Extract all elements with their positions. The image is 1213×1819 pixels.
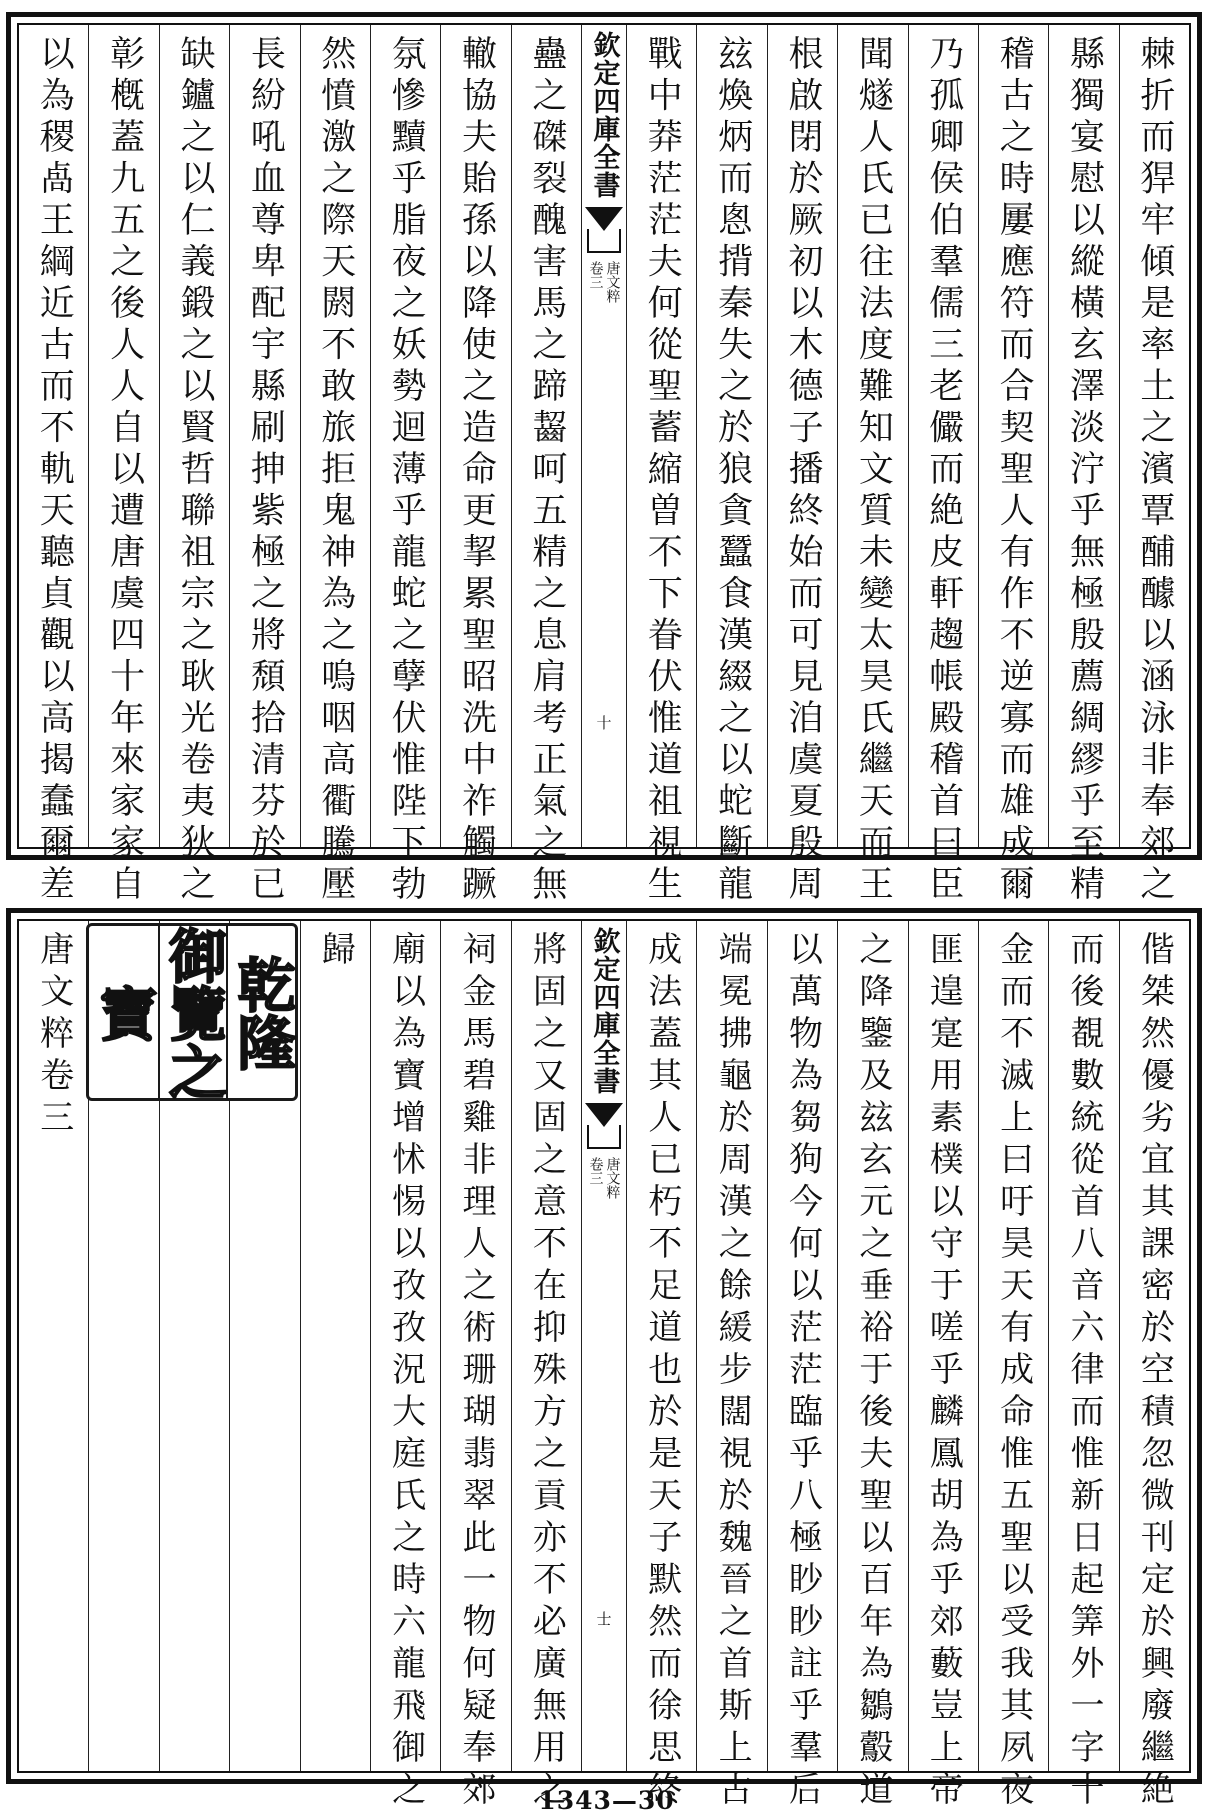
text-column — [1048, 921, 1118, 1813]
column-text: 祠金馬碧雞非理人之術珊瑚翡翠此一物何疑奉郊 — [455, 931, 496, 1813]
text-column — [440, 921, 510, 1813]
text-column — [440, 25, 510, 907]
text-column — [300, 25, 370, 907]
seal-column — [89, 926, 158, 1100]
text-column — [1119, 25, 1189, 907]
column-text: 乃孤卿侯伯羣儒三老儼而絶皮軒趨帳殿稽首曰臣 — [923, 35, 964, 907]
seal-text: 寶 — [89, 984, 158, 1042]
folio-number: 士 — [594, 1611, 613, 1626]
margin-subtitle — [589, 261, 620, 303]
text-column — [300, 921, 370, 1771]
column-text: 轍協夫貽孫以降使之造命更挈累聖昭洗中祚觸蹶 — [456, 35, 497, 907]
column-text: 金而不滅上曰吁昊天有成命惟五聖以受我其夙夜 — [993, 931, 1034, 1813]
column-text: 之降鑒及玆玄元之垂裕于後夫聖以百年為鶵鷇道 — [852, 931, 893, 1813]
text-column — [696, 25, 766, 907]
column-text: 棘折而猂牢傾是率土之濱覃酺醵以涵泳非奉郊之 — [1134, 35, 1175, 907]
text-column — [159, 25, 229, 907]
folio-number: 十 — [594, 715, 613, 730]
text-column — [767, 921, 837, 1813]
text-column — [511, 25, 581, 907]
document-page-top — [6, 12, 1202, 907]
text-column — [978, 921, 1048, 1813]
column-text: 成法蓋其人已朽不足道也於是天子默然而徐思終 — [641, 931, 682, 1813]
column-text: 廟以為寶增怵惕以孜孜況大庭氏之時六龍飛御之 — [385, 931, 426, 1813]
text-column — [19, 25, 88, 907]
text-column — [1048, 25, 1118, 907]
seal-column — [226, 926, 295, 1100]
column-text: 然憤激之際天閼不敢旅拒鬼神為之嗚咽高衢騰壓 — [315, 35, 356, 907]
text-column — [626, 921, 696, 1813]
imperial-seal — [86, 923, 298, 1101]
page-number: 1343—30 — [538, 1786, 675, 1815]
column-text: 偕桀然優劣宜其課密於空積忽微刊定於興廢繼絶 — [1134, 931, 1175, 1813]
column-text: 長紛吼血尊卑配宇縣刷抻紫極之將頹拾清芬於已 — [245, 35, 286, 907]
margin-book-title: 唐文粹 — [604, 1157, 621, 1199]
margin-subtitle — [589, 1157, 620, 1199]
column-text: 匪遑寔用素樸以守于嗟乎麟鳳胡為乎郊藪豈上帝 — [923, 931, 964, 1813]
margin-title: 欽定四庫全書 — [588, 31, 620, 199]
text-column — [908, 25, 978, 907]
column-text: 缺鑪之以仁義鍛之以賢哲聯祖宗之耿光卷夷狄之 — [174, 35, 215, 907]
text-column — [767, 25, 837, 907]
margin-volume: 卷三 — [587, 261, 604, 289]
column-text: 以為稷卨王綱近古而不軌天聽貞觀以高揭蠢爾差 — [34, 35, 75, 907]
center-margin — [581, 921, 626, 1771]
column-text: 彰槪蓋九五之後人人自以遭唐虞四十年來家家自 — [104, 35, 145, 907]
column-text: 聞燧人氏已往法度難知文質未變太昊氏繼天而王 — [853, 35, 894, 907]
column-text: 玆煥炳而悤揹秦失之於狼貪蠶食漢綴之以蛇斷龍 — [712, 35, 753, 907]
text-column — [88, 25, 158, 907]
text-column — [19, 921, 88, 1771]
column-text: 將固之又固之意不在抑殊方之貢亦不必廣無用之 — [526, 931, 567, 1813]
column-text: 根啟閉於厥初以木德子播終始而可見洎虞夏殷周 — [782, 35, 823, 907]
column-text: 氛慘黷乎脂夜之妖勢迴薄乎龍蛇之孽伏惟陛下勃 — [386, 35, 427, 907]
text-column — [908, 921, 978, 1813]
fish-tail-icon — [585, 1103, 623, 1127]
column-text: 戰中莽茫茫夫何從聖蓄縮曽不下眷伏惟道祖視生 — [642, 35, 683, 907]
column-text: 歸 — [315, 931, 356, 973]
fish-tail-icon — [585, 207, 623, 231]
margin-volume: 卷三 — [587, 1157, 604, 1185]
margin-title: 欽定四庫全書 — [588, 927, 620, 1095]
text-column — [978, 25, 1048, 907]
column-text: 蠱之磔裂醜害馬之蹄齧呵五精之息肩考正氣之無 — [526, 35, 567, 907]
margin-book-title: 唐文粹 — [604, 261, 621, 303]
column-text: 縣獨宴慰以縱橫玄澤淡泞乎無極殷薦綢繆乎至精 — [1064, 35, 1105, 907]
text-column — [837, 921, 907, 1813]
text-column — [229, 25, 299, 907]
seal-text: 御覽之 — [158, 926, 227, 1100]
text-column — [511, 921, 581, 1813]
column-text: 端冕拂龜於周漢之餘緩步闊視於魏晉之首斯上古 — [712, 931, 753, 1813]
seal-column — [158, 926, 227, 1100]
text-column — [837, 25, 907, 907]
text-columns — [19, 25, 1189, 907]
fish-tail-frame — [587, 229, 621, 253]
fish-tail-frame — [587, 1125, 621, 1149]
seal-text: 乾隆 — [227, 955, 296, 1071]
center-margin — [581, 25, 626, 847]
text-column — [696, 921, 766, 1813]
text-column — [626, 25, 696, 907]
text-column — [370, 25, 440, 907]
text-column — [370, 921, 440, 1813]
column-text: 稽古之時屢應符而合契聖人有作不逆寡而雄成爾 — [994, 35, 1035, 907]
column-text: 以萬物為芻狗今何以茫茫臨乎八極眇眇註乎羣后 — [782, 931, 823, 1813]
text-column — [1119, 921, 1189, 1813]
volume-end-title: 唐文粹卷三 — [33, 931, 74, 1141]
column-text: 而後覩數統從首八音六律而惟新日起筭外一字十 — [1063, 931, 1104, 1813]
